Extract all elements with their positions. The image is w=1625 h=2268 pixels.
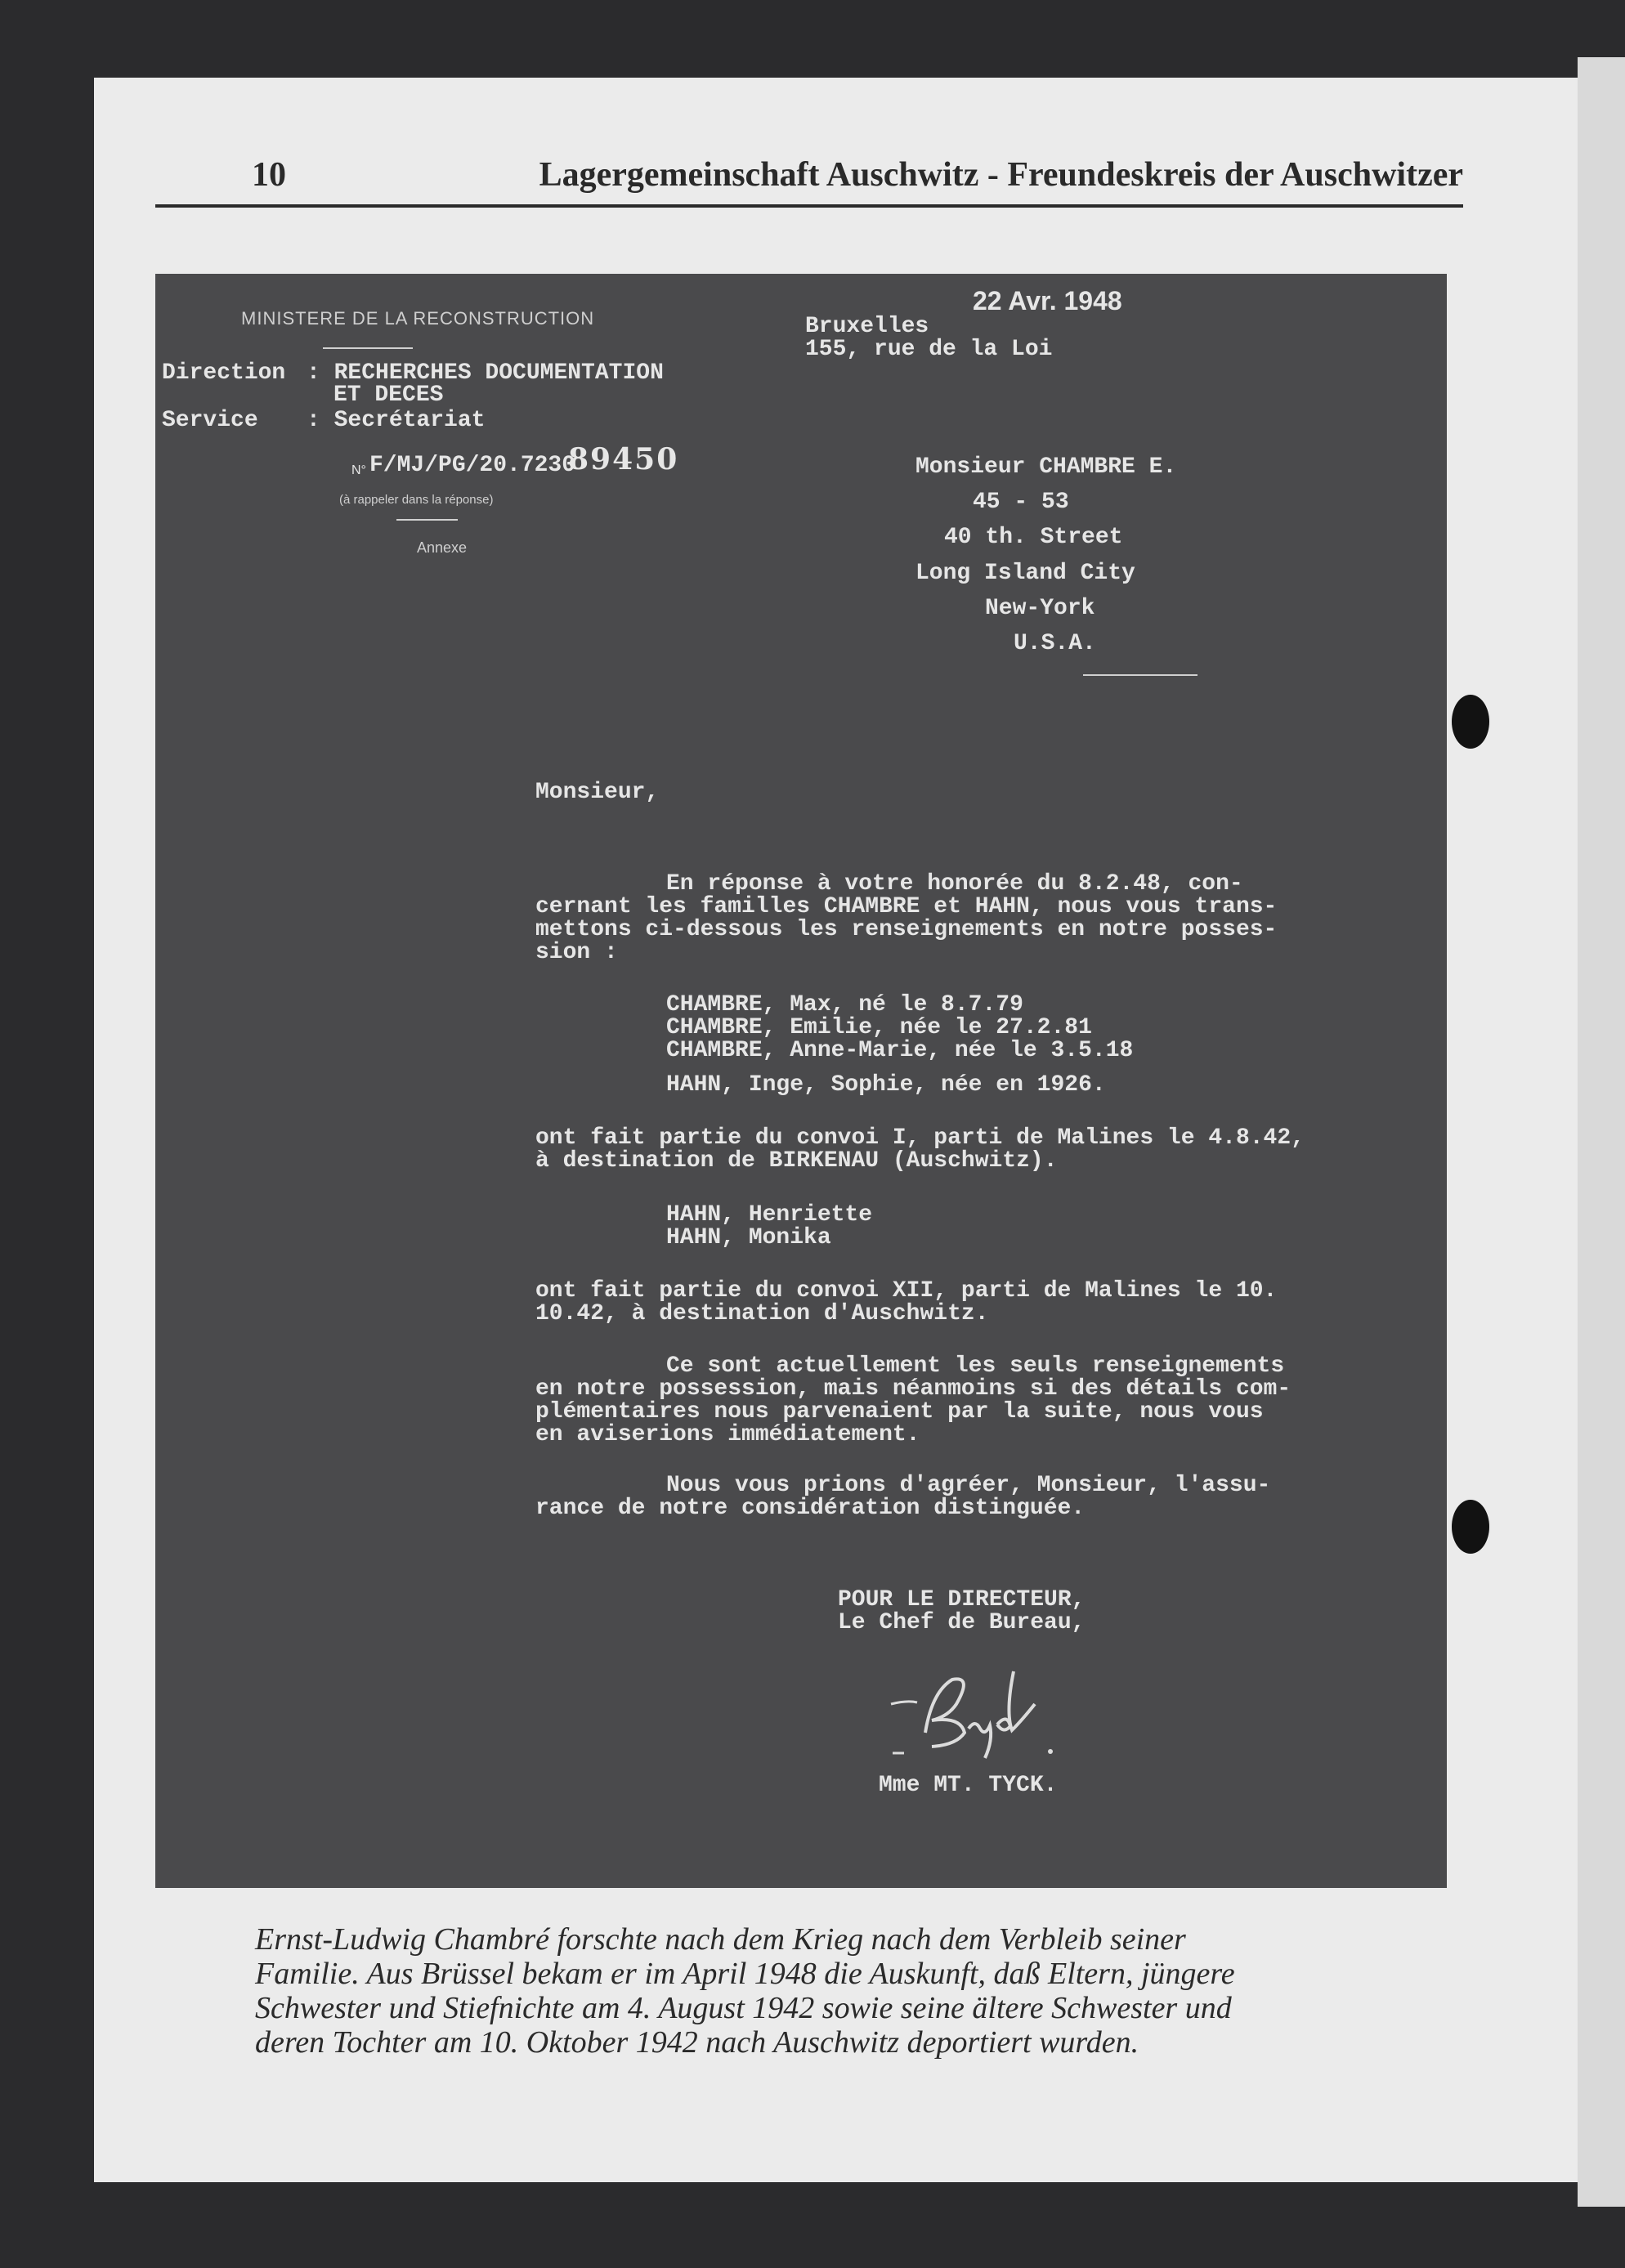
caption-line: Schwester und Stiefnichte am 4. August 1942 sowie seine ältere Schwester und [255,1991,1232,2025]
name-line: HAHN, Inge, Sophie, née en 1926. [666,1072,1106,1098]
caption-line: deren Tochter am 10. Oktober 1942 nach Auschwitz deportiert wurden. [255,2025,1139,2060]
body-line: cernant les familles CHAMBRE et HAHN, nous vous trans- [535,894,1278,919]
divider [323,347,413,349]
reference-number: F/MJ/PG/20.7230 [369,453,576,478]
reference-prefix: N° [351,463,366,477]
page-number: 10 [252,156,286,194]
recipient-line: Long Island City [915,561,1135,586]
name-line: HAHN, Henriette [666,1202,873,1228]
punch-hole [1452,695,1489,749]
body-line: sion : [535,940,618,965]
recipient-line: New-York [985,596,1095,621]
city: Bruxelles [805,314,929,339]
recipient-line: 40 th. Street [944,525,1123,550]
direction-value-2: ET DECES [334,382,444,408]
body-line: Nous vous prions d'agréer, Monsieur, l'assu- [666,1473,1271,1498]
page-header [155,155,1463,208]
body-line: Ce sont actuellement les seuls renseignements [666,1353,1285,1379]
handwritten-signature [875,1655,1087,1761]
photo-caption [255,1922,1457,2060]
body-line: 10.42, à destination d'Auschwitz. [535,1301,989,1326]
closing-line: POUR LE DIRECTEUR, [838,1587,1086,1613]
caption-line: Familie. Aus Brüssel bekam er im April 1948 die Auskunft, daß Eltern, jüngere [255,1957,1235,1991]
reference-stamp: 89450 [568,442,679,476]
signatory-name: Mme MT. TYCK. [879,1773,1058,1798]
service-label: Service [162,408,258,433]
date-stamp: 22 Avr. 1948 [973,286,1122,315]
running-title: Lagergemeinschaft Auschwitz - Freundeskreis der Auschwitzer [539,156,1463,194]
punch-hole [1452,1500,1489,1554]
reference-note: (à rappeler dans la réponse) [339,493,494,507]
body-line: mettons ci-dessous les renseignements en notre posses- [535,917,1278,942]
name-line: CHAMBRE, Emilie, née le 27.2.81 [666,1015,1092,1040]
name-line: HAHN, Monika [666,1225,831,1250]
body-line: ont fait partie du convoi XII, parti de Malines le 10. [535,1278,1278,1304]
street-address: 155, rue de la Loi [805,337,1053,362]
body-line: ont fait partie du convoi I, parti de Malines le 4.8.42, [535,1125,1305,1151]
recipient-line: Monsieur CHAMBRE E. [915,454,1177,480]
adjacent-page-edge [1578,57,1625,2207]
service-value: : Secrétariat [307,408,486,433]
letter-facsimile [155,274,1447,1888]
annexe-label: Annexe [417,539,468,556]
body-line: à destination de BIRKENAU (Auschwitz). [535,1148,1058,1174]
divider [396,519,458,521]
body-line: rance de notre considération distinguée. [535,1496,1086,1521]
divider [1083,674,1197,676]
recipient-line: 45 - 53 [973,490,1069,515]
recipient-line: U.S.A. [1014,631,1096,656]
caption-line: Ernst-Ludwig Chambré forschte nach dem Krieg nach dem Verbleib seiner [255,1922,1186,1957]
name-line: CHAMBRE, Anne-Marie, née le 3.5.18 [666,1038,1134,1063]
direction-label: Direction [162,360,286,386]
body-line: En réponse à votre honorée du 8.2.48, con- [666,871,1243,897]
body-line: plémentaires nous parvenaient par la suite, nous vous [535,1399,1264,1425]
closing-line: Le Chef de Bureau, [838,1610,1086,1635]
salutation: Monsieur, [535,780,660,805]
ministry-heading: MINISTERE DE LA RECONSTRUCTION [241,308,595,329]
body-line: en notre possession, mais néanmoins si des détails com- [535,1376,1291,1402]
direction-value-1: : RECHERCHES DOCUMENTATION [307,360,664,386]
name-line: CHAMBRE, Max, né le 8.7.79 [666,992,1023,1018]
body-line: en aviserions immédiatement. [535,1422,920,1447]
